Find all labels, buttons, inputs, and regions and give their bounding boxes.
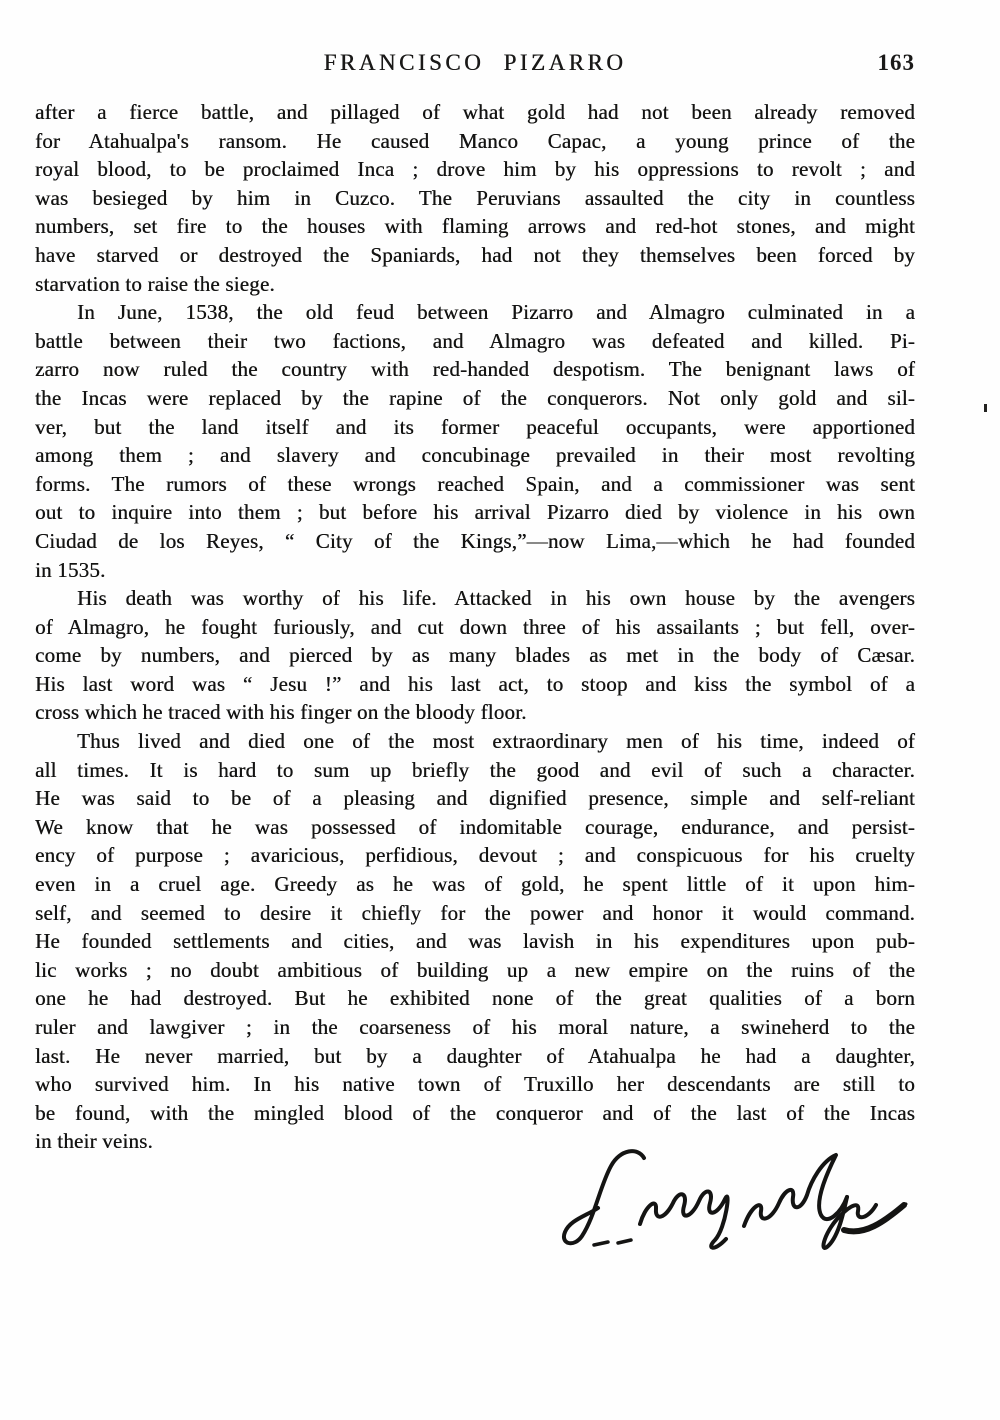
paragraph — [35, 298, 915, 584]
paragraph — [35, 727, 915, 1156]
text-line: battle between their two factions, and Almagro was defeated and killed. Pi- — [35, 328, 915, 353]
text-line: was besieged by him in Cuzco. The Peruvians assaulted the city in countless — [35, 185, 915, 210]
signature-handwritten — [548, 1142, 913, 1257]
page-title: FRANCISCO PIZARRO — [323, 50, 627, 75]
page-body — [35, 98, 915, 1156]
text-line: lic works ; no doubt ambitious of building up a new empire on the ruins of the — [35, 957, 915, 982]
paragraph — [35, 98, 915, 298]
running-head — [35, 50, 915, 80]
text-line: royal blood, to be proclaimed Inca ; drove him by his oppressions to revolt ; and — [35, 157, 915, 182]
text-line: in 1535. — [35, 557, 106, 582]
text-line: of Almagro, he fought furiously, and cut down three of his assailants ; but fell, over- — [35, 614, 915, 639]
text-line: He founded settlements and cities, and was lavish in his expenditures upon pub- — [35, 929, 915, 954]
text-line: ver, but the land itself and its former peaceful occupants, were apportioned — [35, 414, 915, 439]
text-line: among them ; and slavery and concubinage prevailed in their most revolting — [35, 443, 915, 468]
text-line: zarro now ruled the country with red-handed despotism. The benignant laws of — [35, 357, 915, 382]
text-line: last. He never married, but by a daughter of Atahualpa he had a daughter, — [35, 1043, 915, 1068]
text-line: have starved or destroyed the Spaniards, had not they themselves been forced by — [35, 242, 915, 267]
text-line: out to inquire into them ; but before his arrival Pizarro died by violence in his own — [35, 500, 915, 525]
text-line: one he had destroyed. But he exhibited none of the great qualities of a born — [35, 986, 915, 1011]
text-line: forms. The rumors of these wrongs reached Spain, and a commissioner was sent — [35, 471, 915, 496]
text-line: Thus lived and died one of the most extraordinary men of his time, indeed of — [77, 729, 915, 754]
text-line: even in a cruel age. Greedy as he was of gold, he spent little of it upon him- — [35, 872, 915, 897]
text-line: self, and seemed to desire it chiefly for the power and honor it would command. — [35, 900, 915, 925]
text-line: come by numbers, and pierced by as many blades as met in the body of Cæsar. — [35, 643, 915, 668]
text-line: all times. It is hard to sum up briefly the good and evil of such a character. — [35, 757, 915, 782]
text-line: the Incas were replaced by the rapine of the conquerors. Not only gold and sil- — [35, 385, 915, 410]
text-line: in their veins. — [35, 1129, 153, 1154]
text-line: for Atahualpa's ransom. He caused Manco Capac, a young prince of the — [35, 128, 915, 153]
text-line: be found, with the mingled blood of the conqueror and of the last of the Incas — [35, 1100, 915, 1125]
text-line: cross which he traced with his finger on the bloody floor. — [35, 700, 527, 725]
text-line: He was said to be of a pleasing and dignified presence, simple and self-reliant — [35, 786, 915, 811]
text-line: starvation to raise the siege. — [35, 271, 275, 296]
text-line: after a fierce battle, and pillaged of what gold had not been already removed — [35, 100, 915, 124]
text-line: numbers, set fire to the houses with flaming arrows and red-hot stones, and might — [35, 214, 915, 239]
text-line: who survived him. In his native town of Truxillo her descendants are still to — [35, 1072, 915, 1097]
text-line: ruler and lawgiver ; in the coarseness of his moral nature, a swineherd to the — [35, 1015, 915, 1039]
signature-flourish-icon — [548, 1142, 913, 1257]
paragraph — [35, 584, 915, 727]
text-line: His last word was “ Jesu !” and his last act, to stoop and kiss the symbol of a — [35, 671, 915, 696]
text-line: Ciudad de los Reyes, “ City of the Kings,”—now Lima,—which he had founded — [35, 528, 915, 553]
ink-speck — [984, 404, 987, 412]
text-line: In June, 1538, the old feud between Pizarro and Almagro culminated in a — [77, 300, 915, 325]
text-line: We know that he was possessed of indomitable courage, endurance, and persist- — [35, 814, 915, 839]
text-line: ency of purpose ; avaricious, perfidious, devout ; and conspicuous for his cruelty — [35, 843, 915, 868]
page-number: 163 — [877, 50, 915, 75]
text-line: His death was worthy of his life. Attacked in his own house by the avengers — [77, 586, 915, 611]
